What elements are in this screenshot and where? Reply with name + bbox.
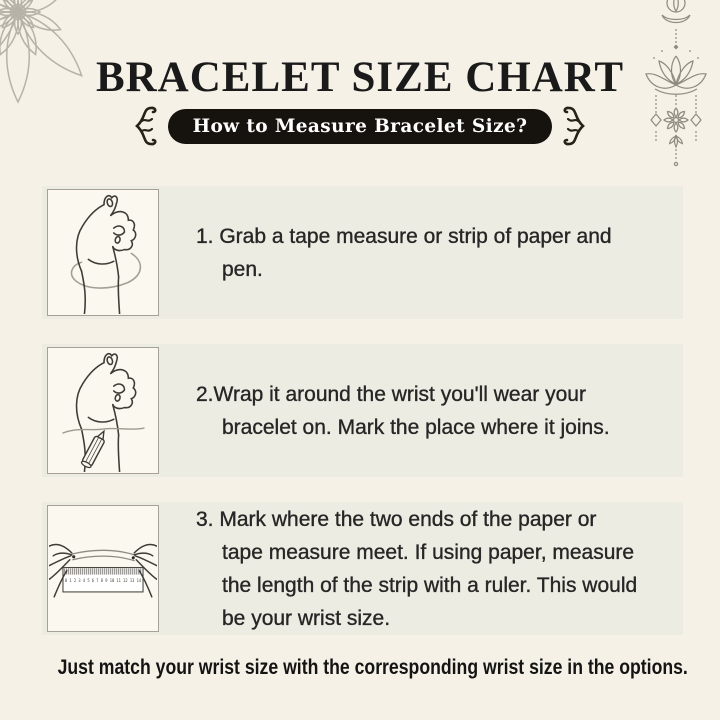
badge-row bbox=[0, 102, 720, 150]
step-text-line: the length of the strip with a ruler. This would bbox=[222, 573, 638, 597]
step-row-3 bbox=[42, 502, 683, 635]
step-text-line: 1. Grab a tape measure or strip of paper and bbox=[196, 224, 612, 248]
step-3-illustration-panel bbox=[47, 505, 159, 632]
page-title: BRACELET SIZE CHART bbox=[95, 54, 625, 101]
swirl-bracket-left-icon bbox=[125, 103, 159, 149]
step-3-text bbox=[196, 503, 637, 635]
hand-marking-wrist-with-pencil-icon bbox=[49, 349, 157, 472]
steps-list bbox=[42, 186, 683, 660]
step-text-line: 2.Wrap it around the wrist you'll wear your bbox=[196, 382, 586, 406]
step-text-line: 3. Mark where the two ends of the paper or bbox=[196, 507, 597, 531]
footer-note: Just match your wrist size with the corresponding wrist size in the options. bbox=[57, 656, 688, 679]
step-text-line: be your wrist size. bbox=[222, 606, 391, 630]
step-2-illustration-panel bbox=[47, 347, 159, 474]
step-1-illustration-panel bbox=[47, 189, 159, 316]
step-text-line: pen. bbox=[222, 257, 263, 281]
swirl-bracket-right-icon bbox=[561, 103, 595, 149]
step-text-line: bracelet on. Mark the place where it joins. bbox=[222, 415, 610, 439]
step-2-text bbox=[196, 378, 610, 444]
step-1-text bbox=[196, 220, 612, 286]
subtitle-badge: How to Measure Bracelet Size? bbox=[168, 109, 553, 144]
step-row-1 bbox=[42, 186, 683, 319]
step-text-line: tape measure meet. If using paper, measure bbox=[222, 540, 635, 564]
step-row-2 bbox=[42, 344, 683, 477]
ruler-numbers: 0 1 2 3 4 5 6 7 8 9 10 11 12 13 14 bbox=[64, 579, 157, 585]
hand-with-paper-strip-icon bbox=[49, 191, 157, 314]
hands-holding-strip-over-ruler-icon bbox=[49, 507, 157, 630]
